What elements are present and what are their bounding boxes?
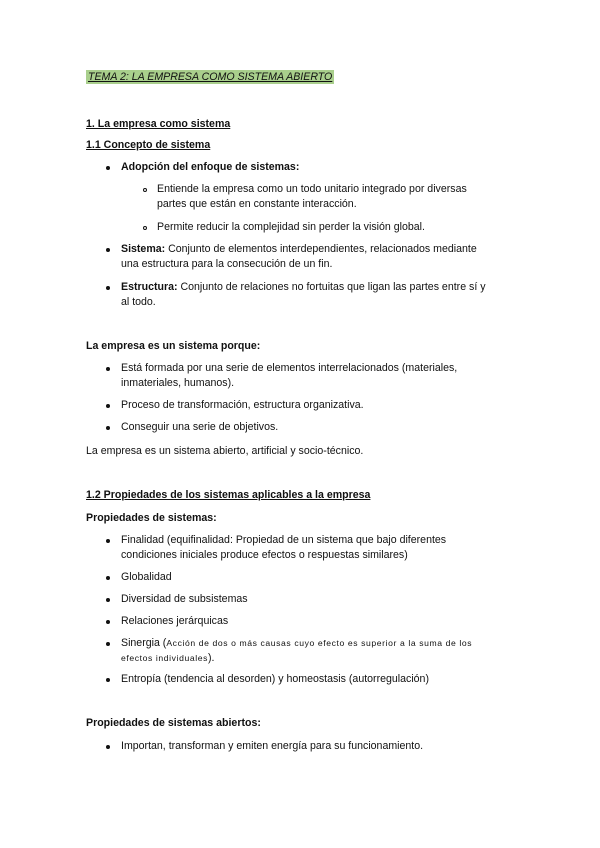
list-item-text: una estructura para la consecución de un fin. [121, 258, 333, 270]
term-label: Estructura: [121, 281, 178, 293]
bullet-icon [106, 367, 110, 371]
term-definition: Conjunto de relaciones no fortuitas que ligan las partes entre sí y [177, 281, 486, 293]
list-item-text: Está formada por una serie de elementos interrelacionados (materiales, [121, 362, 458, 374]
circle-bullet-icon [143, 226, 147, 230]
list-item [121, 280, 486, 294]
bullet-label: Adopción del enfoque de sistemas: [121, 161, 300, 173]
list-item-text: Globalidad [121, 571, 172, 583]
list-item [121, 242, 477, 256]
term-definition: efectos individuales [121, 653, 209, 663]
list-item-text: Importan, transforman y emiten energía para su funcionamiento. [121, 740, 424, 752]
bullet-icon [106, 539, 110, 543]
list-item-text: Conseguir una serie de objetivos. [121, 421, 279, 433]
bullet-icon [106, 286, 110, 290]
list-item-text: partes que están en constante interacción. [157, 198, 357, 210]
list-item-text: Entropía (tendencia al desorden) y homeostasis (autorregulación) [121, 673, 429, 685]
paragraph-heading: Propiedades de sistemas: [86, 512, 217, 524]
bullet-icon [106, 598, 110, 602]
term-definition: Conjunto de elementos interdependientes, relacionados mediante [165, 243, 477, 255]
subsection-heading: 1.1 Concepto de sistema [86, 139, 211, 151]
term-label: Sistema: [121, 243, 166, 255]
section-heading: 1. La empresa como sistema [86, 118, 231, 130]
subsection-heading: 1.2 Propiedades de los sistemas aplicables a la empresa [86, 489, 371, 501]
bullet-icon [106, 426, 110, 430]
circle-bullet-icon [143, 188, 147, 192]
bullet-icon [106, 678, 110, 682]
list-item-text: Finalidad (equifinalidad: Propiedad de un sistema que bajo diferentes [121, 534, 447, 546]
document-title: TEMA 2: LA EMPRESA COMO SISTEMA ABIERTO [88, 71, 333, 83]
term-label: Sinergia ( [121, 637, 167, 649]
closing-text: ). [208, 652, 215, 664]
list-item-text: Relaciones jerárquicas [121, 615, 229, 627]
list-item-text: Permite reducir la complejidad sin perder la visión global. [157, 221, 425, 233]
bullet-icon [106, 620, 110, 624]
list-item-text: Entiende la empresa como un todo unitario integrado por diversas [157, 183, 467, 195]
bullet-icon [106, 248, 110, 252]
paragraph-heading: La empresa es un sistema porque: [86, 340, 261, 352]
list-item-text: al todo. [121, 296, 156, 308]
list-item [121, 651, 215, 665]
bullet-icon [106, 166, 110, 170]
list-item-text: Diversidad de subsistemas [121, 593, 248, 605]
list-item-text: inmateriales, humanos). [121, 377, 235, 389]
bullet-icon [106, 745, 110, 749]
list-item-text: condiciones iniciales produce efectos o respuestas similares) [121, 549, 408, 561]
paragraph-heading: Propiedades de sistemas abiertos: [86, 717, 261, 729]
list-item-text: Proceso de transformación, estructura organizativa. [121, 399, 364, 411]
bullet-icon [106, 642, 110, 646]
bullet-icon [106, 576, 110, 580]
list-item [121, 636, 472, 650]
term-definition: Acción de dos o más causas cuyo efecto es superior a la suma de los [166, 638, 473, 648]
paragraph-text: La empresa es un sistema abierto, artificial y socio-técnico. [86, 445, 364, 457]
bullet-icon [106, 404, 110, 408]
